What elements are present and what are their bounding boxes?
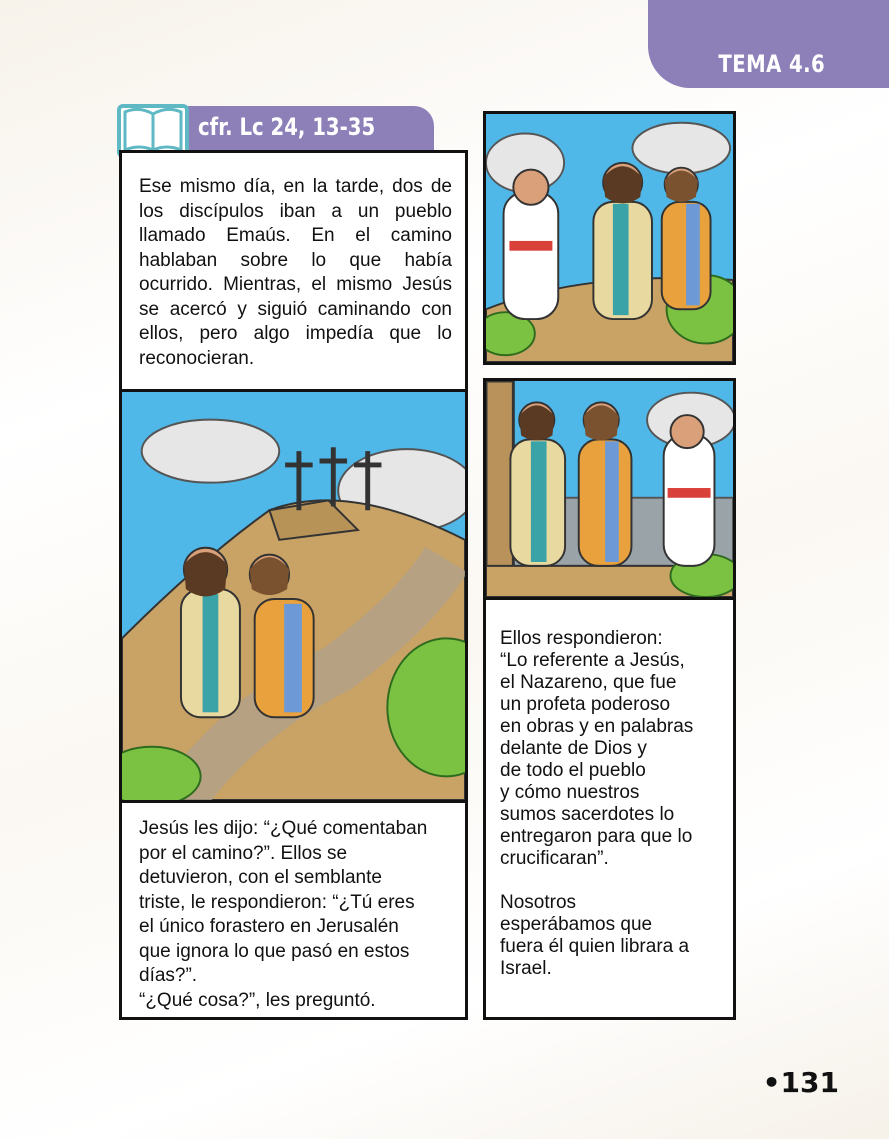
door-scene-illustration (483, 378, 736, 600)
response-line: Ellos respondieron: (500, 628, 663, 649)
dialogue-text (139, 817, 459, 1013)
dialogue-line: días?”. (139, 965, 198, 986)
intro-text-panel (119, 150, 468, 392)
dialogue-line: Jesús les dijo: “¿Qué comentaban (139, 818, 428, 839)
dialogue-text-panel (119, 800, 468, 1020)
response-line: Israel. (500, 958, 552, 979)
page-number: •131 (762, 1066, 839, 1099)
dialogue-line: que ignora lo que pasó en estos (139, 940, 410, 962)
tema-tab (648, 0, 889, 88)
intro-text: Ese mismo día, en la tarde, dos de los discípulos iban a un pueblo llamado Emaús. En el camino hablaban sobre lo que había ocurrido. Mientras, el mismo Jesús se acercó y siguió caminando con ellos, pero algo impedía que lo reconocieran. (139, 176, 452, 369)
response-line: y cómo nuestros (500, 782, 640, 803)
reference-label: cfr. Lc 24, 13-35 (198, 113, 376, 141)
response-line: en obras y en palabras (500, 716, 694, 737)
response-line (500, 870, 732, 892)
response-line: el Nazareno, que fue (500, 672, 677, 693)
response-line: sumos sacerdotes lo (500, 804, 675, 825)
response-line: Nosotros (500, 892, 577, 913)
dialogue-line: “¿Qué cosa?”, les preguntó. (139, 989, 376, 1011)
response-line: “Lo referente a Jesús, (500, 650, 685, 671)
response-line: de todo el pueblo (500, 760, 646, 781)
reference-banner (180, 106, 434, 150)
dialogue-line: detuvieron, con el semblante (139, 867, 382, 888)
three-walking-illustration (483, 111, 736, 365)
response-line: fuera él quien librara a (500, 936, 690, 957)
tema-label: TEMA 4.6 (718, 50, 825, 78)
response-line: crucificaran”. (500, 848, 609, 869)
dialogue-line: por el camino?”. Ellos se (139, 842, 348, 864)
response-text-panel (483, 597, 736, 1020)
response-line: delante de Dios y (500, 738, 647, 759)
dialogue-line: triste, le respondieron: “¿Tú eres (139, 891, 415, 913)
response-line: esperábamos que (500, 914, 653, 935)
response-line: un profeta poderoso (500, 694, 671, 715)
response-text (500, 628, 732, 980)
response-line: entregaron para que lo (500, 826, 693, 847)
road-crosses-illustration (119, 389, 468, 803)
dialogue-line: el único forastero en Jerusalén (139, 916, 399, 937)
